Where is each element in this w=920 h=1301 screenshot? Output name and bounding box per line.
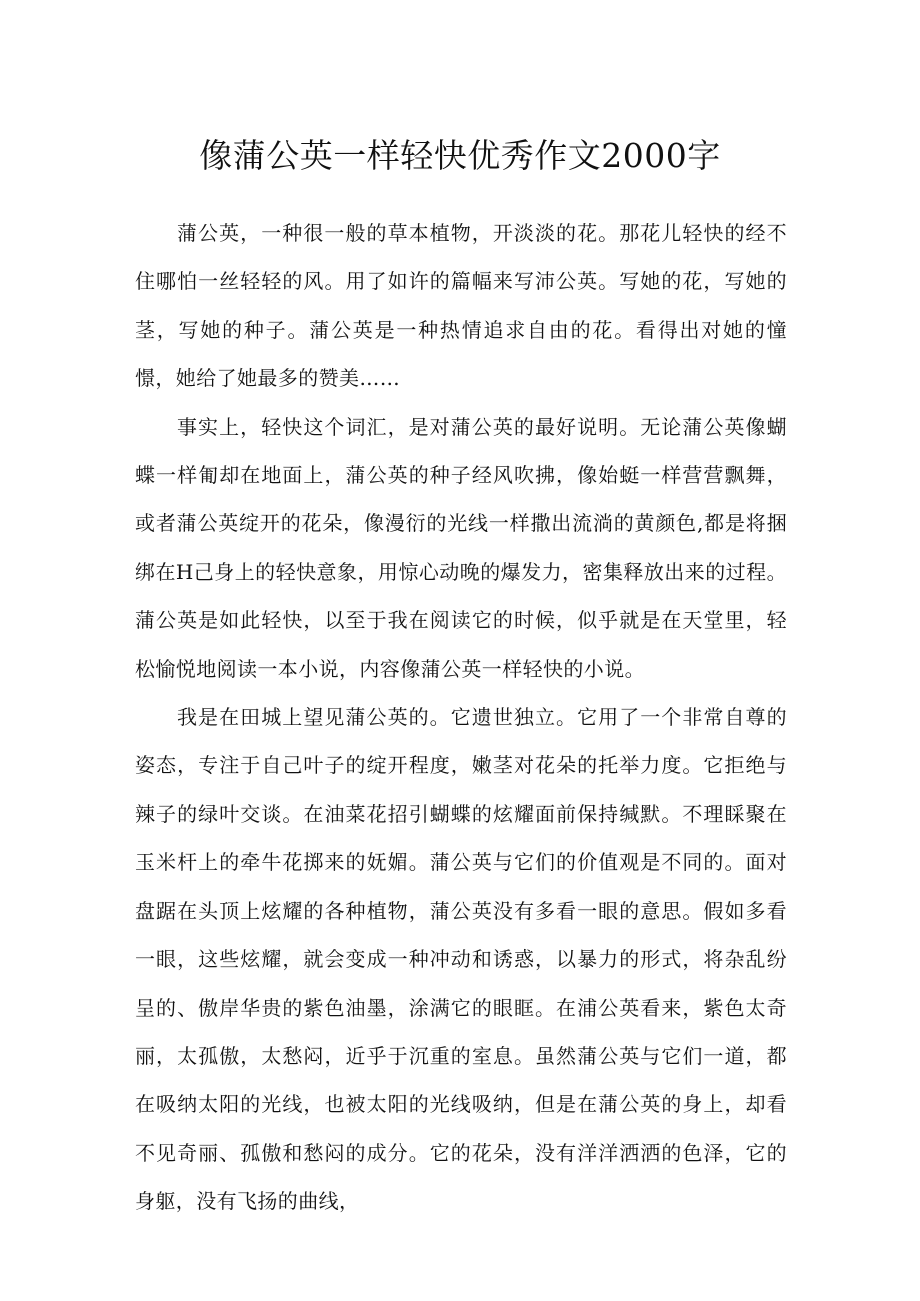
document-body — [135, 209, 787, 1226]
paragraph-3: 我是在田城上望见蒲公英的。它遗世独立。它用了一个非常自尊的姿态，专注于自己叶子的绽开程度，嫩茎对花朵的托举力度。它拒绝与辣子的绿叶交谈。在油菜花招引蝴蝶的炫耀面前保持缄默。不理睬聚在玉米杆上的牵牛花掷来的妩媚。蒲公英与它们的价值观是不同的。面对盘踞在头顶上炫耀的各种植物，蒲公英没有多看一眼的意思。假如多看一眼，这些炫耀，就会变成一种冲动和诱惑，以暴力的形式，将杂乱纷呈的、傲岸华贵的紫色油墨，涂满它的眼眶。在浦公英看来，紫色太奇丽，太孤傲，太愁闷，近乎于沉重的室息。虽然蒲公英与它们一道，都在吸纳太阳的光线，也被太阳的光线吸纳，但是在蒲公英的身上，却看不见奇丽、孤傲和愁闷的成分。它的花朵，没有洋洋洒洒的色泽，它的身躯，没有飞扬的曲线， — [135, 705, 787, 1214]
paragraph-1: 蒲公英，一种很一般的草本植物，开淡淡的花。那花儿轻快的经不住哪怕一丝轻轻的风。用了如许的篇幅来写沛公英。写她的花，写她的茎，写她的种子。蒲公英是一种热情追求自由的花。看得出对她的憧憬，她给了她最多的赞美…… — [135, 221, 787, 391]
paragraph-2: 事实上，轻快这个词汇，是对蒲公英的最好说明。无论蒲公英像蝴蝶一样匍却在地面上，蒲公英的种子经风吹拂，像始蜓一样营营飘舞，或者蒲公英绽开的花朵，像漫衍的光线一样撒出流淌的黄颜色,都是将捆绑在H己身上的轻快意象，用惊心动晚的爆发力，密集释放出来的过程。蒲公英是如此轻快，以至于我在阅读它的时候，似乎就是在天堂里，轻松愉悦地阅读一本小说，内容像蒲公英一样轻快的小说。 — [135, 414, 787, 681]
document-title: 像蒲公英一样轻快优秀作文2000字 — [199, 136, 721, 175]
